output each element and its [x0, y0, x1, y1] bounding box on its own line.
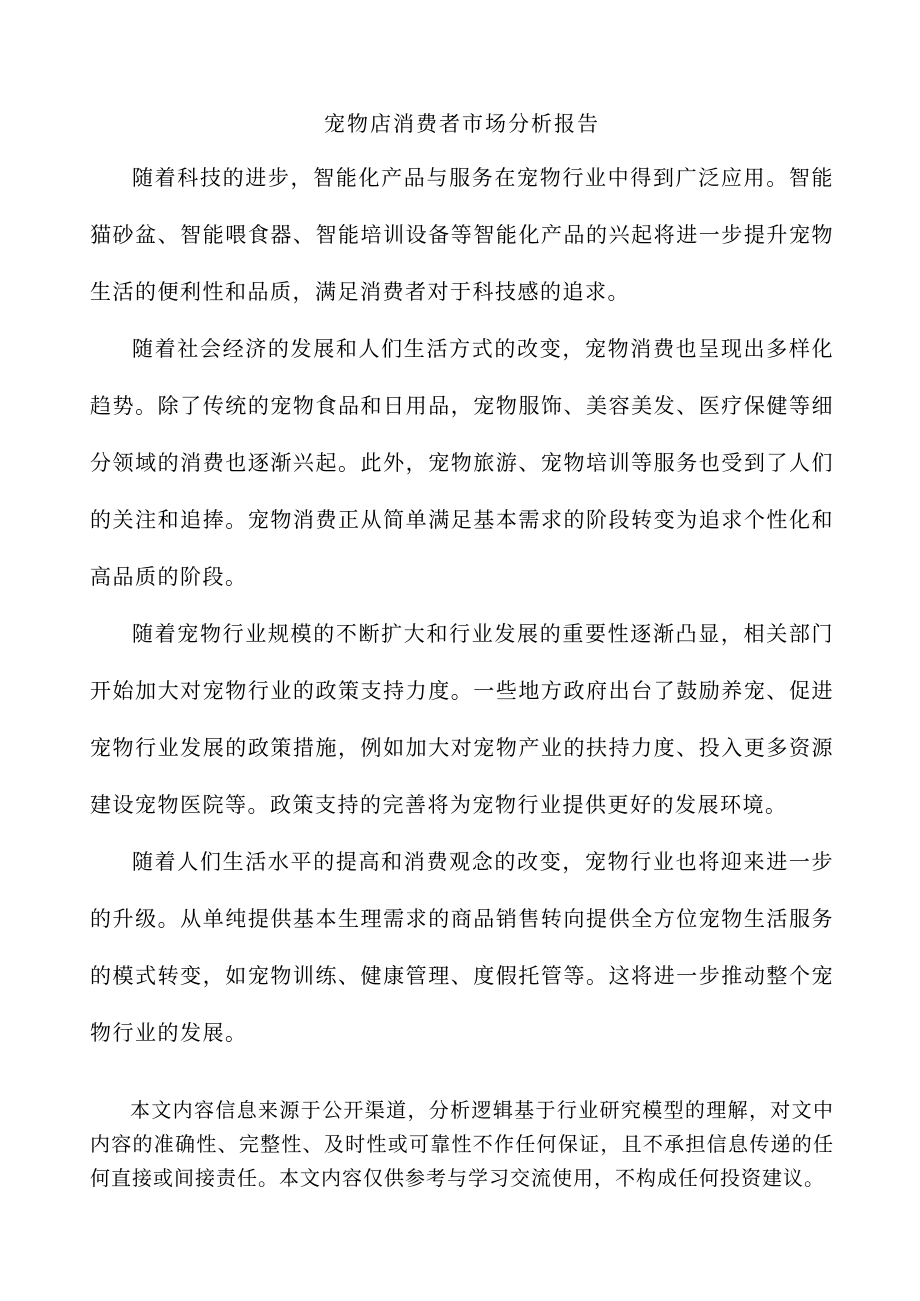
document-title: 宠物店消费者市场分析报告	[324, 112, 600, 136]
paragraph-4: 随着人们生活水平的提高和消费观念的改变，宠物行业也将迎来进一步的升级。从单纯提供基本生理需求的商品销售转向提供全方位宠物生活服务的模式转变，如宠物训练、健康管理、度假托管等。这将进一步推动整个宠物行业的发展。	[90, 850, 834, 1045]
paragraph-1: 随着科技的进步，智能化产品与服务在宠物行业中得到广泛应用。智能猫砂盆、智能喂食器、智能培训设备等智能化产品的兴起将进一步提升宠物生活的便利性和品质，满足消费者对于科技感的追求。	[90, 166, 834, 304]
paragraph-3: 随着宠物行业规模的不断扩大和行业发展的重要性逐渐凸显，相关部门开始加大对宠物行业的政策支持力度。一些地方政府出台了鼓励养宠、促进宠物行业发展的政策措施，例如加大对宠物产业的扶持力度、投入更多资源建设宠物医院等。政策支持的完善将为宠物行业提供更好的发展环境。	[90, 622, 834, 817]
disclaimer-paragraph: 本文内容信息来源于公开渠道，分析逻辑基于行业研究模型的理解，对文中内容的准确性、完整性、及时性或可靠性不作任何保证，且不承担信息传递的任何直接或间接责任。本文内容仅供参考与学习交流使用，不构成任何投资建议。	[90, 1100, 834, 1190]
paragraph-2: 随着社会经济的发展和人们生活方式的改变，宠物消费也呈现出多样化趋势。除了传统的宠物食品和日用品，宠物服饰、美容美发、医疗保健等细分领域的消费也逐渐兴起。此外，宠物旅游、宠物培训等服务也受到了人们的关注和追捧。宠物消费正从简单满足基本需求的阶段转变为追求个性化和高品质的阶段。	[90, 337, 834, 589]
